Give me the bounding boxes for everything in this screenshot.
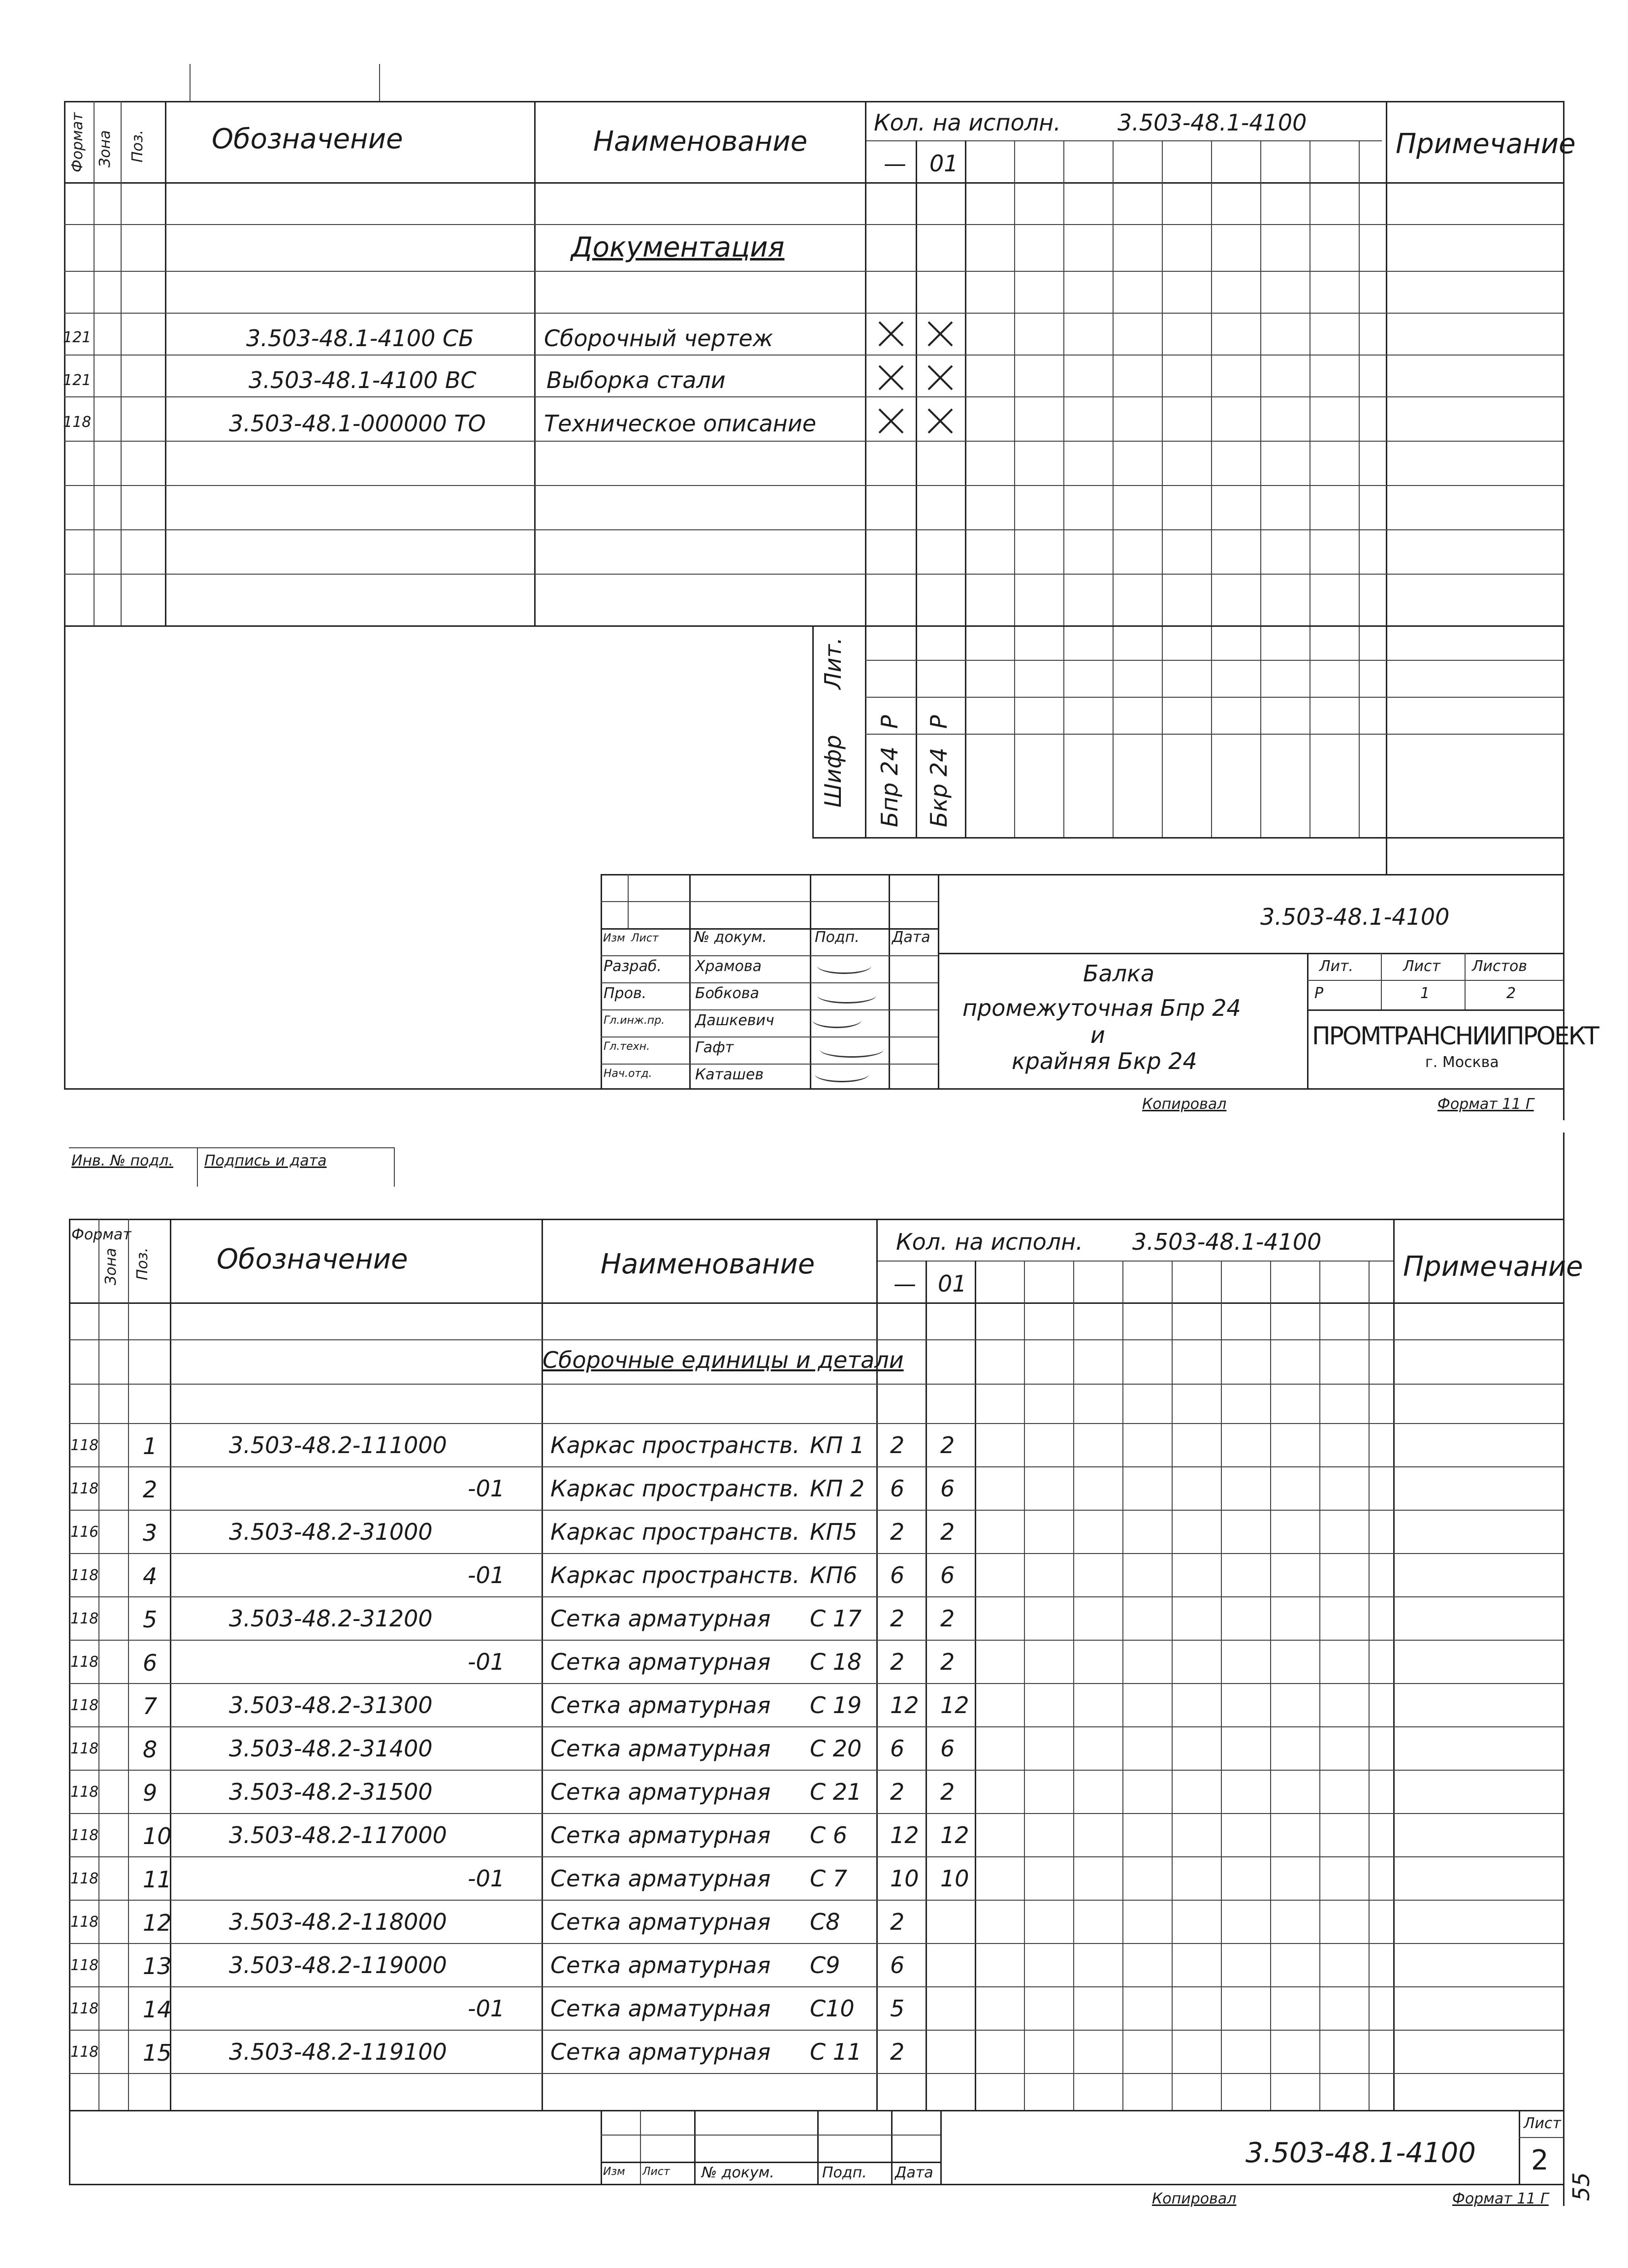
exec-dash: —	[894, 1270, 916, 1297]
city: г. Москва	[1425, 1054, 1499, 1071]
row-designation: 3.503-48.2-119000	[229, 1952, 447, 1978]
row-name: Сетка арматурная	[550, 1995, 771, 2022]
row-position: 5	[143, 1606, 158, 1633]
lit-value: Р	[876, 715, 903, 729]
col-izm: Изм	[603, 2166, 625, 2178]
row-qty-base: 6	[890, 1475, 905, 1502]
row-designation: -01	[468, 1562, 505, 1588]
copied-label: Копировал	[1152, 2190, 1237, 2207]
row-position: 1	[143, 1433, 158, 1459]
col-pos-header: Поз.	[134, 1247, 151, 1280]
row-name: Сборочный чертеж	[544, 325, 773, 352]
row-qty-base: 6	[890, 1562, 905, 1588]
row-position: 11	[143, 1866, 172, 1893]
col-designation-header: Обозначение	[212, 123, 403, 155]
row-designation: 3.503-48.2-119100	[229, 2039, 447, 2065]
row-position: 12	[143, 1910, 172, 1936]
row-name: Каркас пространств.	[550, 1562, 800, 1588]
row-qty-base: 12	[890, 1692, 919, 1718]
row-qty-base: 2	[890, 1605, 905, 1632]
row-format: 118	[70, 1567, 99, 1584]
row-mark: С 21	[810, 1779, 862, 1805]
role: Гл.техн.	[604, 1040, 650, 1053]
list-hdr: Лист	[1403, 958, 1441, 975]
row-position: 4	[143, 1563, 158, 1589]
row-mark: С 7	[810, 1865, 848, 1892]
row-format: 118	[70, 1827, 99, 1844]
list-val: 1	[1420, 985, 1430, 1002]
signature	[812, 1012, 862, 1028]
shifr-value: Бпр 24	[876, 746, 903, 827]
row-name: Сетка арматурная	[550, 1779, 771, 1805]
row-position: 6	[143, 1650, 158, 1676]
row-mark: С8	[810, 1909, 840, 1935]
col-date: Дата	[895, 2164, 933, 2181]
row-designation: -01	[468, 1995, 505, 2022]
col-zone-header: Зона	[96, 130, 114, 167]
col-list: Лист	[631, 932, 659, 944]
lit-val: Р	[1314, 985, 1324, 1002]
col-format-header: Формат	[69, 112, 86, 172]
title-line2: промежуточная Бпр 24	[962, 995, 1241, 1021]
row-name: Сетка арматурная	[550, 1865, 771, 1892]
row-mark: КП 1	[810, 1432, 865, 1458]
row-designation: 3.503-48.2-118000	[229, 1909, 447, 1935]
lit-hdr: Лит.	[1319, 958, 1354, 975]
lit-value: Р	[926, 715, 952, 729]
row-designation: -01	[468, 1649, 505, 1675]
x-mark	[926, 406, 955, 436]
row-format: 118	[70, 1437, 99, 1454]
row-designation: -01	[468, 1475, 505, 1502]
row-qty-base: 2	[890, 2039, 905, 2065]
row-position: 2	[143, 1476, 158, 1503]
signature	[817, 958, 871, 974]
row-format: 118	[70, 2043, 99, 2061]
col-note-header: Примечание	[1396, 128, 1576, 160]
col-sign: Подп.	[815, 929, 860, 946]
row-mark: С 11	[810, 2039, 862, 2065]
row-position: 9	[143, 1780, 158, 1806]
row-name: Сетка арматурная	[550, 1952, 771, 1978]
row-position: 3	[143, 1520, 158, 1546]
format-label: Формат 11 Г	[1452, 2190, 1549, 2207]
row-qty-01: 2	[940, 1605, 955, 1632]
row-mark: С 17	[810, 1605, 862, 1632]
person: Храмова	[695, 958, 762, 975]
list-val: 2	[1531, 2144, 1549, 2176]
col-pos-header: Поз.	[129, 130, 146, 162]
col-name-header: Наименование	[601, 1248, 815, 1280]
row-name: Сетка арматурная	[550, 1822, 771, 1848]
row-mark: С9	[810, 1952, 840, 1978]
shifr-value: Бкр 24	[926, 747, 952, 827]
row-name: Сетка арматурная	[550, 2039, 771, 2065]
row-format: 118	[63, 414, 92, 431]
sign-date-label: Подпись и дата	[204, 1152, 327, 1169]
row-mark: КП5	[810, 1519, 858, 1545]
row-qty-base: 2	[890, 1519, 905, 1545]
exec-01: 01	[938, 1270, 967, 1297]
row-mark: КП6	[810, 1562, 858, 1588]
signature	[817, 987, 876, 1004]
row-qty-01: 12	[940, 1692, 969, 1718]
row-name: Сетка арматурная	[550, 1735, 771, 1762]
person: Каташев	[695, 1066, 764, 1083]
row-qty-01: 6	[940, 1735, 955, 1762]
row-qty-base: 2	[890, 1909, 905, 1935]
row-position: 14	[143, 1996, 172, 2023]
row-qty-01: 6	[940, 1475, 955, 1502]
qty-code: 3.503-48.1-4100	[1132, 1229, 1322, 1255]
row-format: 118	[70, 1870, 99, 1887]
row-format: 116	[70, 1523, 99, 1541]
person: Дашкевич	[695, 1012, 774, 1029]
row-qty-01: 6	[940, 1562, 955, 1588]
row-qty-base: 12	[890, 1822, 919, 1848]
row-name: Техническое описание	[544, 410, 817, 437]
row-position: 15	[143, 2040, 172, 2066]
person: Гафт	[695, 1039, 734, 1056]
row-mark: С 6	[810, 1822, 848, 1848]
row-format: 118	[70, 1653, 99, 1671]
role: Нач.отд.	[604, 1068, 652, 1080]
exec-01: 01	[929, 150, 958, 177]
col-name-header: Наименование	[593, 126, 808, 158]
col-doc: № докум.	[694, 929, 767, 946]
list-hdr: Лист	[1524, 2115, 1562, 2132]
x-mark	[926, 363, 955, 392]
row-qty-base: 10	[890, 1865, 919, 1892]
row-qty-base: 5	[890, 1995, 905, 2022]
title-line4: крайняя Бкр 24	[1012, 1048, 1197, 1074]
row-name: Сетка арматурная	[550, 1649, 771, 1675]
row-mark: С 18	[810, 1649, 862, 1675]
row-format: 118	[70, 1913, 99, 1931]
row-mark: С 19	[810, 1692, 862, 1718]
row-designation: 3.503-48.1-4100 СБ	[246, 325, 474, 352]
shifr-label: Шифр	[820, 735, 846, 808]
col-format-header: Формат	[71, 1226, 131, 1243]
row-format: 121	[63, 372, 92, 389]
row-format: 118	[70, 1697, 99, 1714]
row-qty-base: 2	[890, 1649, 905, 1675]
row-name: Каркас пространств.	[550, 1519, 800, 1545]
row-designation: 3.503-48.2-117000	[229, 1822, 447, 1848]
qty-code: 3.503-48.1-4100	[1117, 109, 1307, 136]
row-position: 13	[143, 1953, 172, 1979]
qty-title: Кол. на исполн.	[874, 109, 1061, 136]
row-position: 10	[143, 1823, 172, 1849]
copied-label: Копировал	[1142, 1096, 1227, 1113]
col-date: Дата	[892, 929, 930, 946]
row-qty-base: 2	[890, 1432, 905, 1458]
qty-title: Кол. на исполн.	[896, 1229, 1083, 1255]
row-designation: 3.503-48.2-111000	[229, 1432, 447, 1458]
row-format: 118	[70, 1740, 99, 1757]
side-number: 55	[1568, 2172, 1595, 2201]
section-title: Документация	[571, 231, 785, 263]
row-qty-base: 2	[890, 1779, 905, 1805]
col-doc: № докум.	[702, 2164, 774, 2181]
row-designation: -01	[468, 1865, 505, 1892]
col-designation-header: Обозначение	[217, 1243, 408, 1275]
title-line1: Балка	[1083, 960, 1155, 987]
role: Пров.	[604, 985, 647, 1002]
row-qty-01: 2	[940, 1779, 955, 1805]
row-name: Сетка арматурная	[550, 1909, 771, 1935]
col-izm: Изм	[603, 932, 625, 944]
x-mark	[876, 406, 906, 436]
row-qty-01: 2	[940, 1432, 955, 1458]
row-name: Каркас пространств.	[550, 1432, 800, 1458]
title-line3: и	[1090, 1022, 1105, 1048]
organization: ПРОМТРАНСНИИПРОЕКТ	[1312, 1022, 1598, 1050]
row-mark: С10	[810, 1995, 855, 2022]
row-format: 121	[63, 329, 92, 346]
col-zone-header: Зона	[102, 1248, 120, 1285]
inventory-label: Инв. № подл.	[71, 1152, 173, 1169]
row-position: 8	[143, 1736, 158, 1763]
row-position: 7	[143, 1693, 158, 1719]
person: Бобкова	[695, 985, 759, 1002]
row-name: Выборка стали	[546, 367, 726, 393]
listov-hdr: Листов	[1472, 958, 1528, 975]
row-format: 118	[70, 1957, 99, 1974]
row-designation: 3.503-48.2-31500	[229, 1779, 433, 1805]
col-list: Лист	[642, 2166, 670, 2178]
doc-code: 3.503-48.1-4100	[1245, 2137, 1476, 2169]
row-qty-01: 10	[940, 1865, 969, 1892]
role: Разраб.	[604, 958, 662, 975]
col-sign: Подп.	[822, 2164, 867, 2181]
format-label: Формат 11 Г	[1437, 1096, 1534, 1113]
row-designation: 3.503-48.1-4100 ВС	[249, 367, 477, 393]
row-format: 118	[70, 1480, 99, 1497]
x-mark	[926, 319, 955, 349]
row-designation: 3.503-48.2-31000	[229, 1519, 433, 1545]
row-designation: 3.503-48.2-31400	[229, 1735, 433, 1762]
row-qty-01: 2	[940, 1649, 955, 1675]
signature	[815, 1066, 869, 1082]
row-name: Каркас пространств.	[550, 1475, 800, 1502]
row-qty-base: 6	[890, 1952, 905, 1978]
row-format: 118	[70, 1783, 99, 1801]
listov-val: 2	[1506, 985, 1516, 1002]
role: Гл.инж.пр.	[604, 1014, 665, 1027]
row-name: Сетка арматурная	[550, 1605, 771, 1632]
row-qty-01: 2	[940, 1519, 955, 1545]
row-designation: 3.503-48.2-31200	[229, 1605, 433, 1632]
row-name: Сетка арматурная	[550, 1692, 771, 1718]
row-qty-01: 12	[940, 1822, 969, 1848]
row-format: 118	[70, 1610, 99, 1627]
lit-label: Лит.	[820, 637, 846, 689]
x-mark	[876, 319, 906, 349]
col-note-header: Примечание	[1403, 1251, 1583, 1283]
section-title: Сборочные единицы и детали	[543, 1347, 904, 1373]
row-mark: КП 2	[810, 1475, 865, 1502]
exec-dash: —	[884, 150, 906, 177]
doc-code: 3.503-48.1-4100	[1260, 904, 1450, 930]
row-designation: 3.503-48.2-31300	[229, 1692, 433, 1718]
signature	[820, 1041, 884, 1058]
row-mark: С 20	[810, 1735, 862, 1762]
row-designation: 3.503-48.1-000000 ТО	[229, 410, 486, 437]
row-format: 118	[70, 2000, 99, 2017]
x-mark	[876, 363, 906, 392]
row-qty-base: 6	[890, 1735, 905, 1762]
